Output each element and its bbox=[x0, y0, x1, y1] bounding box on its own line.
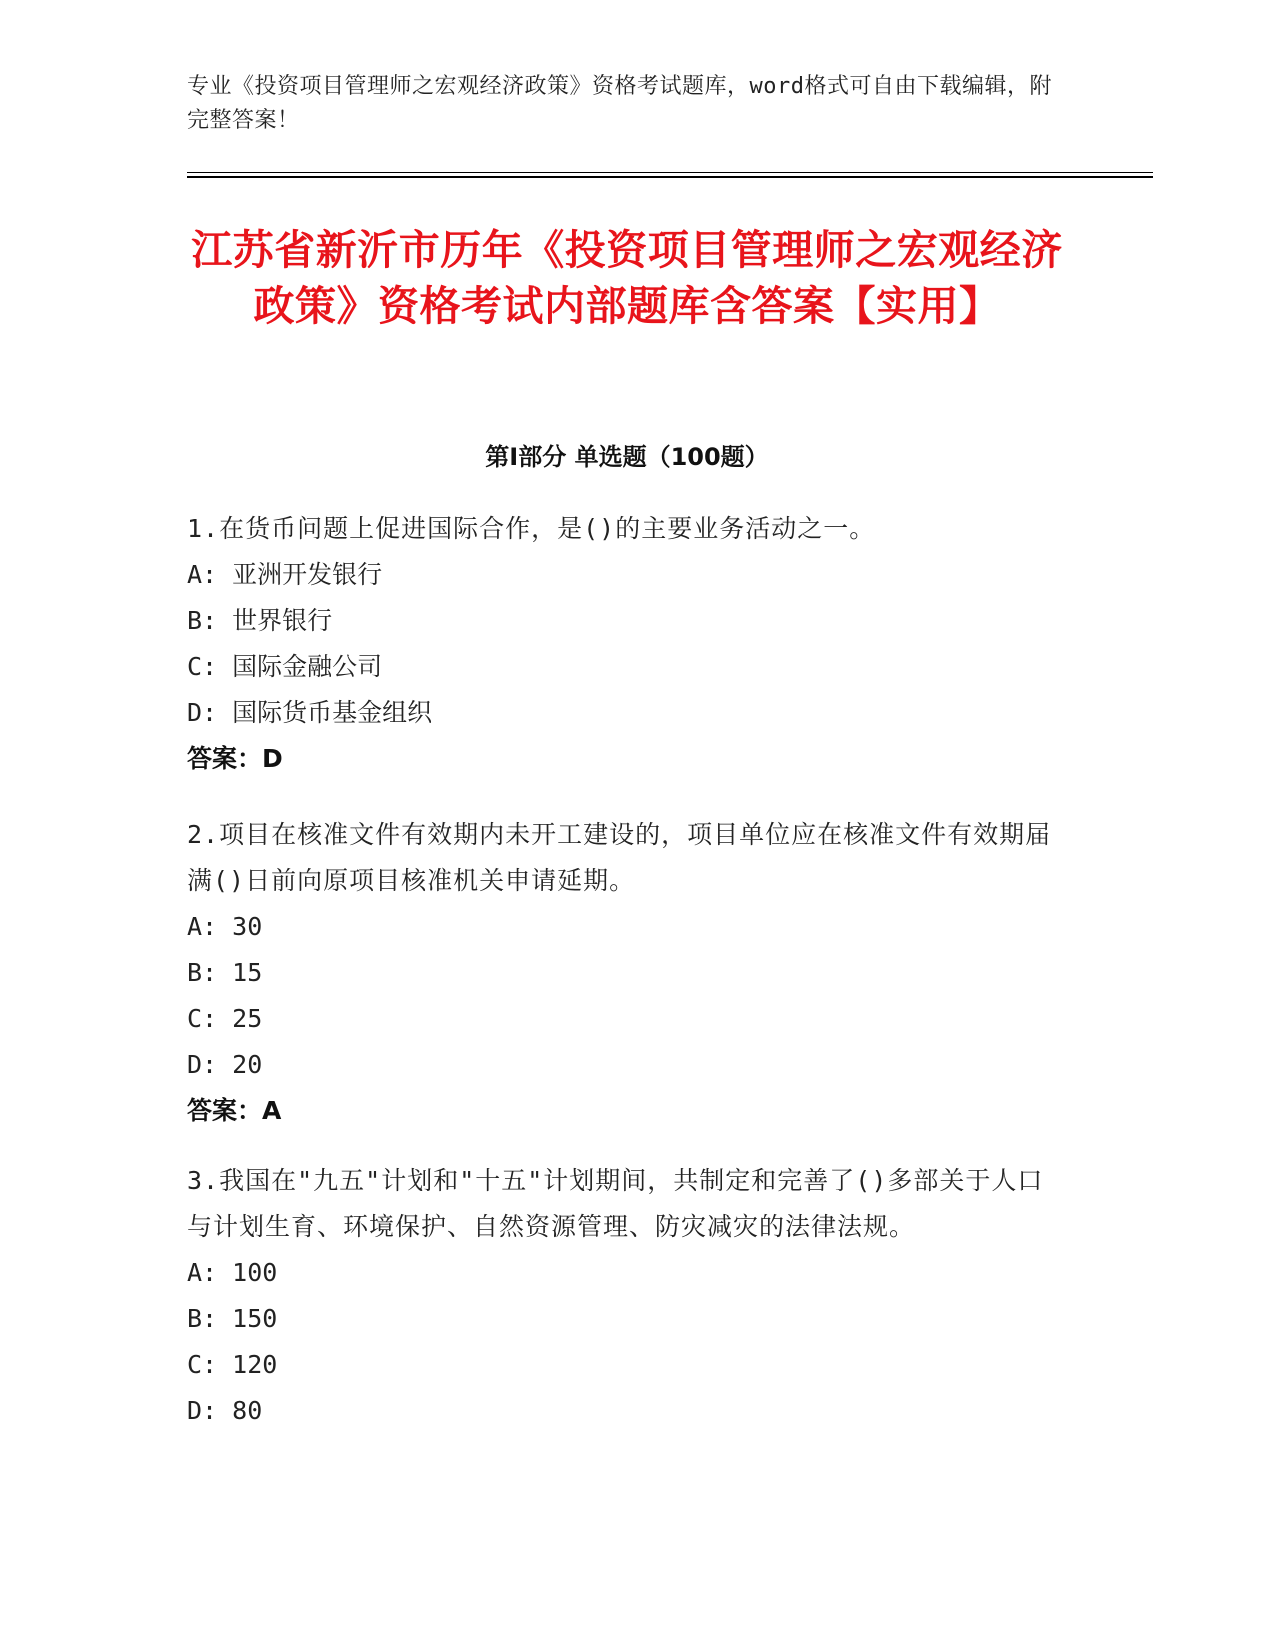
header-note: 专业《投资项目管理师之宏观经济政策》资格考试题库，word格式可自由下载编辑，附完整答案！ bbox=[187, 74, 1052, 133]
option-b: B: 150 bbox=[187, 1304, 278, 1333]
option-c: C: 25 bbox=[187, 1004, 263, 1033]
option-b: B: 15 bbox=[187, 958, 263, 987]
option-a: A: 30 bbox=[187, 912, 263, 941]
header-rule-thin bbox=[187, 172, 1153, 173]
question-stem: 2.项目在核准文件有效期内未开工建设的，项目单位应在核准文件有效期届满()日前向原项目核准机关申请延期。 bbox=[187, 820, 1052, 895]
question-2 bbox=[187, 812, 1067, 1134]
answer-label: 答案： bbox=[187, 744, 263, 773]
answer-line bbox=[187, 1088, 1067, 1134]
question-stem: 1.在货币问题上促进国际合作，是()的主要业务活动之一。 bbox=[187, 514, 876, 543]
section-heading: 第Ⅰ部分 单选题（100题） bbox=[485, 443, 769, 471]
answer-value: A bbox=[262, 1096, 282, 1125]
answer-line bbox=[187, 736, 1067, 782]
option-b: B: 世界银行 bbox=[187, 606, 333, 635]
answer-value: D bbox=[262, 744, 283, 773]
option-d: D: 20 bbox=[187, 1050, 263, 1079]
option-c: C: 120 bbox=[187, 1350, 278, 1379]
answer-label: 答案： bbox=[187, 1096, 263, 1125]
option-a: A: 100 bbox=[187, 1258, 278, 1287]
option-d: D: 国际货币基金组织 bbox=[187, 698, 433, 727]
header-rule-thick bbox=[187, 176, 1153, 178]
option-d: D: 80 bbox=[187, 1396, 263, 1425]
question-stem: 3.我国在"九五"计划和"十五"计划期间，共制定和完善了()多部关于人口与计划生育、环境保护、自然资源管理、防灾减灾的法律法规。 bbox=[187, 1166, 1044, 1241]
option-a: A: 亚洲开发银行 bbox=[187, 560, 383, 589]
option-c: C: 国际金融公司 bbox=[187, 652, 383, 681]
document-title: 江苏省新沂市历年《投资项目管理师之宏观经济政策》资格考试内部题库含答案【实用】 bbox=[191, 226, 1063, 330]
question-3 bbox=[187, 1158, 1067, 1434]
question-1 bbox=[187, 506, 1067, 782]
